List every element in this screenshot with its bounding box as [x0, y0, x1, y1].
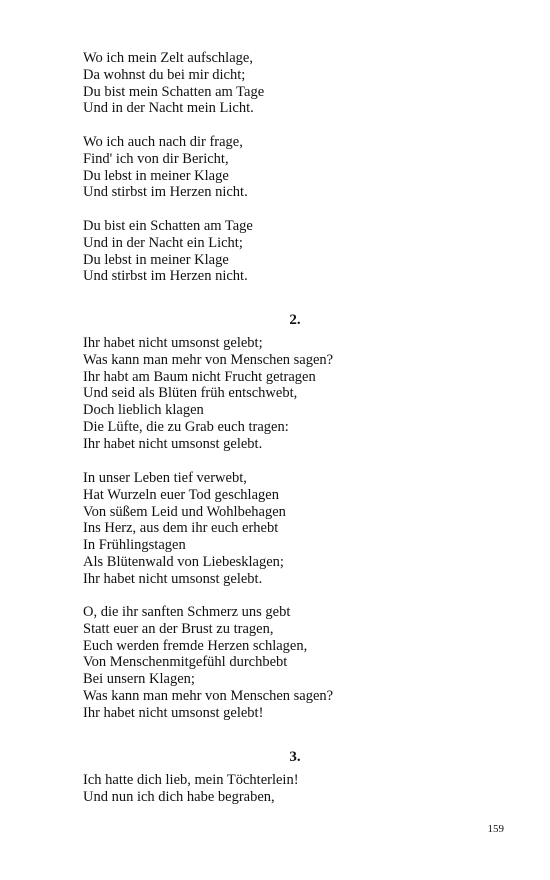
verse-line: Und in der Nacht mein Licht.	[83, 100, 254, 117]
verse-line: Du bist ein Schatten am Tage	[83, 218, 253, 234]
verse-line: Hat Wurzeln euer Tod geschlagen	[83, 486, 279, 503]
verse-line: Ihr habet nicht umsonst gelebt;	[83, 335, 263, 351]
verse-line: In Frühlingstagen	[83, 537, 186, 554]
verse-line: In unser Leben tief verwebt,	[83, 470, 247, 486]
verse-line: Doch lieblich klagen	[83, 402, 204, 419]
stanza-2	[83, 134, 503, 201]
section2-stanza-3	[83, 604, 503, 722]
verse-line: Da wohnst du bei mir dicht;	[83, 66, 246, 83]
section-number-3: 3.	[289, 749, 301, 765]
page-number: 159	[487, 823, 504, 835]
section2-stanza-1	[83, 335, 503, 453]
verse-line: Ihr habet nicht umsonst gelebt!	[83, 704, 264, 721]
verse-line: Wo ich auch nach dir frage,	[83, 134, 243, 150]
verse-line: Ich hatte dich lieb, mein Töchterlein!	[83, 772, 299, 788]
verse-line: Von süßem Leid und Wohlbehagen	[83, 503, 286, 520]
stanza-3	[83, 218, 503, 285]
verse-line: Was kann man mehr von Menschen sagen?	[83, 351, 334, 368]
verse-line: Und stirbst im Herzen nicht.	[83, 268, 248, 285]
verse-line: Ihr habet nicht umsonst gelebt.	[83, 570, 263, 587]
verse-line: Und stirbst im Herzen nicht.	[83, 184, 248, 201]
verse-line: Find' ich von dir Bericht,	[83, 150, 229, 167]
verse-line: Euch werden fremde Herzen schlagen,	[83, 637, 308, 654]
verse-line: Was kann man mehr von Menschen sagen?	[83, 687, 334, 704]
verse-line: Und seid als Blüten früh entschwebt,	[83, 385, 298, 402]
verse-line: Ins Herz, aus dem ihr euch erhebt	[83, 520, 279, 537]
verse-line: Ihr habet nicht umsonst gelebt.	[83, 435, 263, 452]
verse-line: Ihr habt am Baum nicht Frucht getragen	[83, 368, 316, 385]
verse-line: Statt euer an der Brust zu tragen,	[83, 620, 274, 637]
section3-stanza-1	[83, 772, 503, 806]
section2-stanza-2	[83, 470, 503, 588]
verse-line: Wo ich mein Zelt aufschlage,	[83, 50, 253, 66]
verse-line: Und nun ich dich habe begraben,	[83, 788, 275, 805]
verse-line: Du bist mein Schatten am Tage	[83, 83, 265, 100]
verse-line: Bei unsern Klagen;	[83, 671, 195, 688]
verse-line: Und in der Nacht ein Licht;	[83, 234, 243, 251]
verse-line: Von Menschenmitgefühl durchbebt	[83, 654, 288, 671]
verse-line: Du lebst in meiner Klage	[83, 167, 229, 184]
verse-line: Als Blütenwald von Liebesklagen;	[83, 553, 284, 570]
section-number-2: 2.	[289, 312, 301, 328]
verse-line: Die Lüfte, die zu Grab euch tragen:	[83, 418, 289, 435]
verse-line: O, die ihr sanften Schmerz uns gebt	[83, 604, 291, 620]
verse-line: Du lebst in meiner Klage	[83, 251, 229, 268]
stanza-1	[83, 50, 503, 117]
